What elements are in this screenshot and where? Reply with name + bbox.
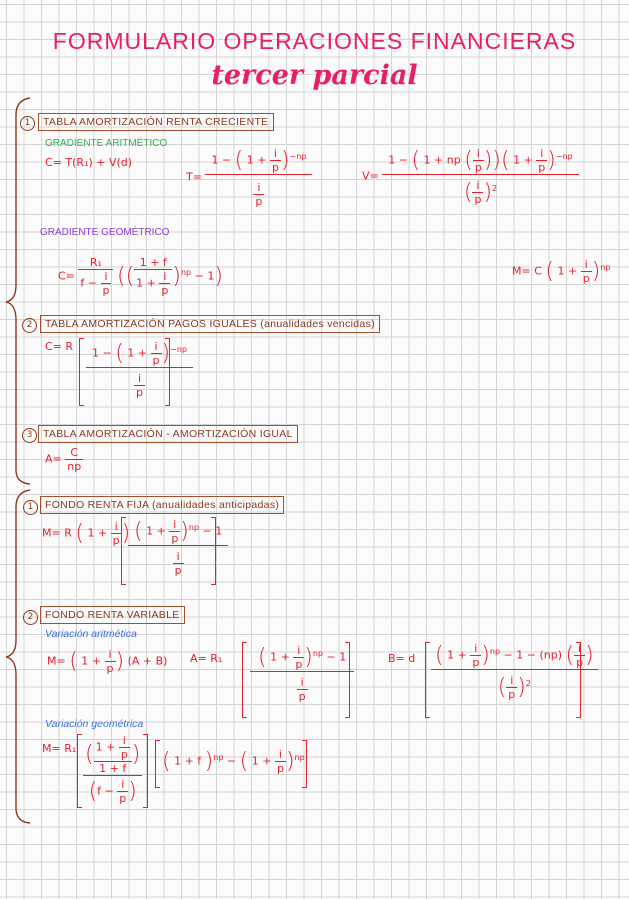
exp-np: np (489, 646, 501, 656)
section-number: 2 (22, 318, 37, 333)
section-number: 3 (22, 428, 37, 443)
subheading-gradiente-geometrico: GRADIENTE GEOMÉTRICO (40, 227, 170, 238)
section-title-renta-creciente: TABLA AMORTIZACIÓN RENTA CRECIENTE (38, 113, 274, 131)
bracket-left (79, 338, 84, 406)
formula-m-geo-lhs: M= C (512, 264, 542, 278)
formula-t (186, 147, 312, 208)
exp-np: np (188, 522, 200, 532)
formula-b-variable: B= d (388, 652, 416, 665)
exp-np: np (180, 267, 192, 277)
formula-m-fija-lhs: M= R (42, 526, 72, 540)
section-title-renta-variable: FONDO RENTA VARIABLE (40, 606, 185, 624)
formula-t-fraction: 1 − ( 1 + $\frac{i}{p}$ )$^{-np}$ $\frac{i}{p}$ (205, 147, 312, 208)
formula-m-fija: M= R ( 1 + $\frac{i}{p}$ ) (42, 520, 131, 547)
bracket-left (121, 517, 126, 585)
exp-neg-np: −np (289, 151, 307, 161)
formula-a-variable-fraction: ( 1 + $\frac{i}{p}$ )$^{np}$ − 1 $\frac{i}{p}$ (250, 644, 354, 703)
exp-np: np (312, 648, 324, 658)
section-number: 1 (23, 500, 38, 515)
bracket-right (165, 338, 170, 406)
formula-m-fija-fraction: ( 1 + $\frac{i}{p}$ )$^{np}$ − 1 $\frac{i}{p}$ (128, 518, 228, 577)
formula-m-geometrico: M= C ( 1 + $\frac{i}{p}$ )$^{np}$ (512, 258, 611, 285)
frac-r1-num: R₁ (78, 256, 113, 270)
bracket-right (143, 734, 148, 808)
bracket-right (345, 642, 350, 718)
formula-m-var-lhs: M= (47, 654, 66, 668)
left-brace-top (6, 98, 30, 484)
formula-m-geo-var-fraction: ( 1 + $\frac{i}{p}$ 1 + f ) (f − $\frac{i}{p}$ ) (85, 734, 141, 805)
formula-a-variable: A= R₁ (190, 652, 223, 665)
formula-t-lhs: T= (186, 170, 202, 184)
exp-neg-np: −np (170, 344, 187, 354)
formula-v (362, 147, 579, 206)
exp-np: np (600, 262, 611, 272)
section-title-amortizacion-igual: TABLA AMORTIZACIÓN - AMORTIZACIÓN IGUAL (38, 425, 298, 443)
section-title-renta-fija: FONDO RENTA FIJA (anualidades anticipadas) (40, 496, 284, 514)
subheading-variacion-geometrica: Variación geométrica (45, 718, 144, 730)
frac-c: C (65, 446, 83, 460)
formula-c-geometrico: C= R₁ f − $\frac{i}{p}$ (( 1 + f 1 + $\frac{i}{p}$ )$^{np}$ − 1) (58, 256, 223, 297)
formula-c-pagos-lhs: C= R (45, 340, 74, 353)
bracket-left (77, 734, 82, 808)
frac-i: i (253, 181, 264, 195)
exp-np: np (213, 752, 224, 762)
bracket-right (576, 642, 581, 718)
formula-v-lhs: V= (362, 169, 379, 183)
formula-m-geo-var-difference: ( 1 + f )$^{np}$ − ( 1 + $\frac{i}{p}$ )$^{np}$ (162, 748, 305, 775)
section-number: 2 (23, 610, 38, 625)
exp-np: np (294, 752, 305, 762)
bracket-right (211, 517, 216, 585)
formula-c-pagos-fraction: 1 − ( 1 + $\frac{i}{p}$ )$^{-np}$ $\frac{i}{p}$ (86, 340, 193, 399)
formula-v-fraction: 1 − ( 1 + np ( $\frac{i}{p}$ ))( 1 + $\frac{i}{p}$ )$^{-np}$ ( $\frac{i}{p}$ )$^2$ (382, 147, 578, 206)
formula-a-lhs: A= (45, 452, 62, 466)
page-subtitle: tercer parcial (211, 60, 418, 91)
bracket-right (302, 740, 307, 788)
formula-a: A= $\frac{C}{np}$ (45, 446, 82, 473)
subheading-variacion-aritmetica: Variación aritmética (45, 628, 137, 640)
bracket-left (242, 642, 247, 718)
left-brace-bottom (6, 490, 30, 823)
page-title: FORMULARIO OPERACIONES FINANCIERAS (52, 28, 577, 54)
formula-m-variable: M= ( 1 + $\frac{i}{p}$ ) (A + B) (47, 648, 168, 675)
formula-b-variable-fraction: ( 1 + $\frac{i}{p}$ )$^{np}$ − 1 − (np) ( $\frac{i}{p}$ ) ( $\frac{i}{p}$ )$^2$ (431, 642, 598, 701)
formula-c-geo-lhs: C= (58, 269, 75, 283)
frac-p: p (271, 161, 279, 174)
formula-c-pagos (45, 340, 73, 353)
section-number: 1 (20, 116, 35, 131)
exp-neg-np: −np (555, 151, 573, 161)
bracket-left (425, 642, 430, 718)
num-one: 1 (211, 153, 219, 167)
bracket-left (155, 740, 160, 788)
frac-i: i (270, 147, 281, 161)
formula-m-geo-variable: M= R₁ (42, 742, 77, 755)
formula-c-total: C= T(R₁) + V(d) (45, 156, 133, 169)
frac-r1: R₁ f − $\frac{i}{p}$ (78, 256, 113, 297)
subheading-gradiente-aritmetico: GRADIENTE ARITMÉTICO (45, 138, 168, 149)
frac-p: p (255, 195, 263, 208)
section-title-pagos-iguales: TABLA AMORTIZACIÓN PAGOS IGUALES (anualidades vencidas) (40, 315, 380, 333)
